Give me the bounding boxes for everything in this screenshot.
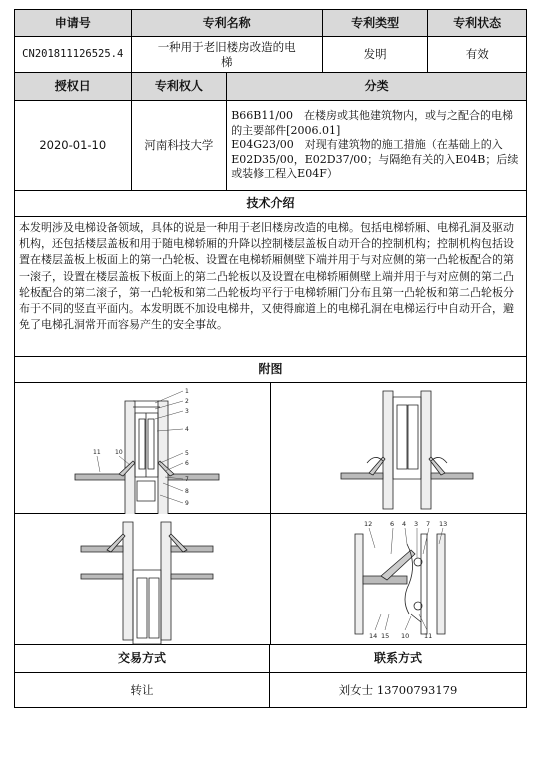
elevator-car-open-cover-drawing (271, 383, 527, 514)
trade-method-value: 转让 (15, 673, 270, 707)
technical-text-row (15, 217, 526, 357)
fig4-label: 6 (390, 520, 395, 528)
contact-header: 联系方式 (270, 645, 526, 672)
fig1-label: 8 (185, 488, 189, 495)
holder-header: 专利权人 (132, 73, 228, 100)
technical-title: 技术介绍 (15, 191, 526, 216)
figures-title-row (15, 357, 526, 383)
fig1-label: 3 (185, 408, 189, 415)
classification-value (227, 101, 526, 190)
classification-header: 分类 (227, 73, 526, 100)
trade-method-header: 交易方式 (15, 645, 270, 672)
figures-row-1 (15, 383, 526, 514)
fig1-label: 2 (185, 398, 189, 405)
patent-status-value: 有效 (465, 47, 489, 61)
patent-name-value: 一种用于老旧楼房改造的电梯 (132, 37, 323, 72)
figure-3 (15, 514, 271, 645)
grant-values-row (15, 101, 526, 191)
fig4-label: 11 (424, 632, 433, 640)
grant-date-header: 授权日 (15, 73, 132, 100)
fig1-label: 6 (185, 460, 189, 467)
patent-header-row (15, 10, 526, 37)
patent-info-sheet (14, 9, 527, 708)
patent-values-row (15, 37, 526, 73)
fig4-label: 7 (426, 520, 431, 528)
trade-values-row (15, 673, 526, 707)
fig1-label: 10 (115, 449, 123, 456)
technical-text: 本发明涉及电梯设备领域，具体的说是一种用于老旧楼房改造的电梯。包括电梯轿厢、电梯孔洞及驱动机构，还包括楼层盖板和用于随电梯轿厢的升降以控制楼层盖板自动开合的控制机构；控制机构包括设置在楼层盖板上板面上的第一凸轮板、设置在电梯轿厢侧壁下端并用于与对应侧的第一凸轮板配合的第一滚子，设置在楼层盖板下板面上的第二凸轮板以及设置在电梯轿厢侧壁上端并用于与对应侧的第二凸轮板配合的第二滚子，第一凸轮板和第二凸轮板均平行于电梯轿厢门分布且第一凸轮板和第二凸轮板分布于不同的竖直平面内。本发明既不加设电梯井，又使得廊道上的电梯孔洞在电梯运行中自动开合，避免了电梯孔洞常开而容易产生的安全事故。 (19, 221, 514, 332)
elevator-cross-section-drawing (15, 383, 270, 514)
fig4-label: 12 (364, 520, 373, 528)
patent-type-value: 发明 (323, 37, 429, 72)
cam-detail-drawing (271, 514, 527, 645)
patent-status-header: 专利状态 (428, 10, 526, 36)
fig1-label: 7 (185, 476, 189, 483)
grant-date-value: 2020-01-10 (15, 101, 132, 190)
application-no-header: 申请号 (15, 10, 132, 36)
trade-header-row (15, 645, 526, 673)
fig4-label: 14 (369, 632, 378, 640)
grant-header-row (15, 73, 526, 101)
fig1-label: 1 (185, 388, 189, 395)
fig4-label: 3 (414, 520, 419, 528)
elevator-car-descending-drawing (15, 514, 270, 645)
contact-value: 刘女士 13700793179 (338, 682, 458, 697)
figures-row-2 (15, 514, 526, 645)
holder-value: 河南科技大学 (132, 101, 228, 190)
fig4-label: 10 (401, 632, 410, 640)
fig4-label: 13 (439, 520, 448, 528)
fig4-label: 15 (381, 632, 390, 640)
figure-4 (271, 514, 527, 645)
classification-item: B66B11/00 在楼房或其他建筑物内，或与之配合的电梯的主要部件[2006.01] (231, 109, 514, 137)
technical-title-row (15, 191, 526, 217)
application-no-value: CN201811126525.4 (15, 37, 132, 72)
figure-1 (15, 383, 271, 514)
fig1-label: 11 (93, 449, 101, 456)
fig1-label: 9 (185, 500, 189, 507)
patent-name-header: 专利名称 (132, 10, 323, 36)
patent-type-header: 专利类型 (323, 10, 429, 36)
figure-2 (271, 383, 527, 514)
fig4-label: 4 (402, 520, 407, 528)
fig1-label: 5 (185, 450, 189, 457)
fig1-label: 4 (185, 426, 189, 433)
classification-item: E04G23/00 对现有建筑物的施工措施（在基础上的入E02D35/00，E02D37/00；与隔绝有关的入E04B；后续或装修工程入E04F） (231, 138, 519, 181)
figures-title: 附图 (15, 357, 526, 382)
